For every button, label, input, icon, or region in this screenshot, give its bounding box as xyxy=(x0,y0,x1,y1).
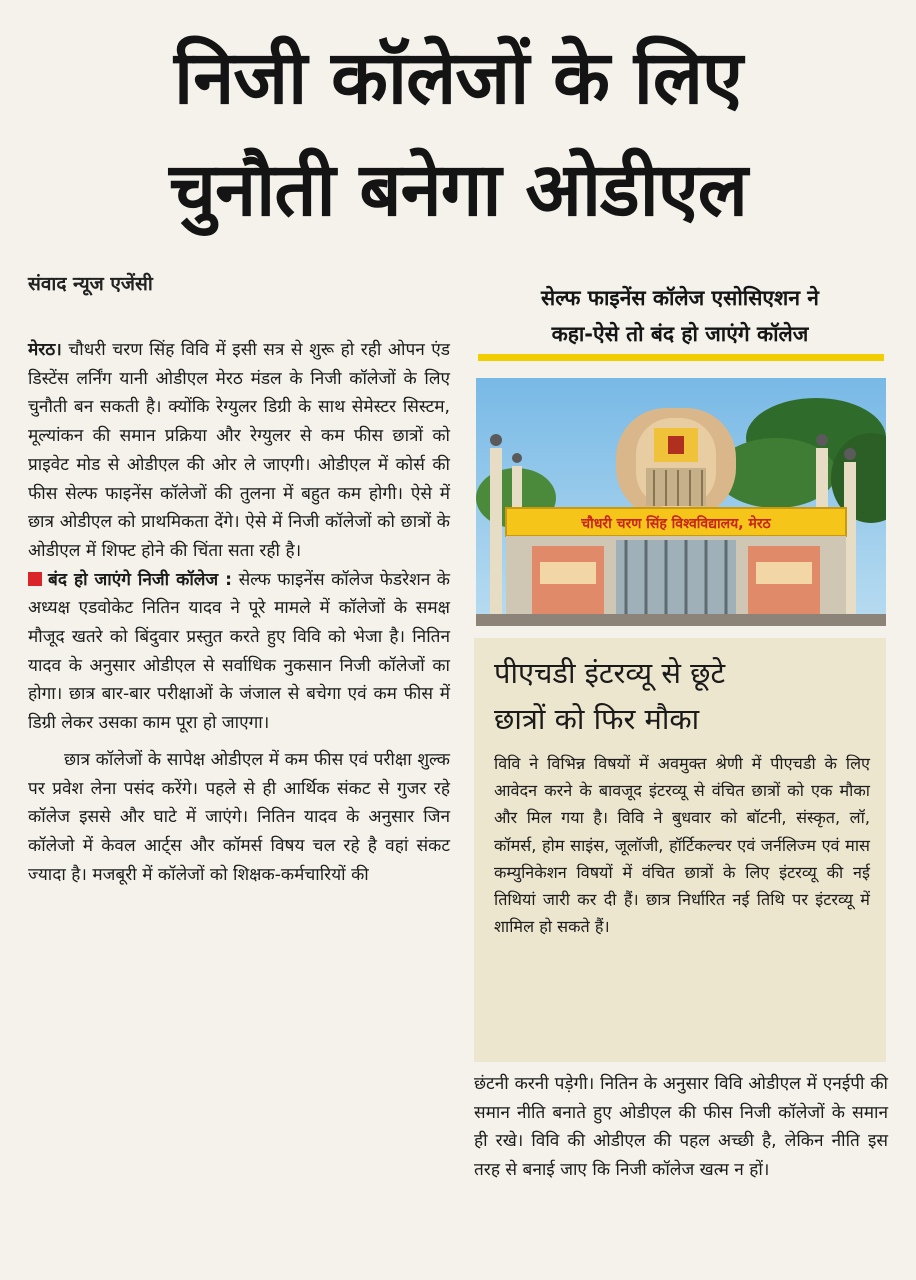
university-gate-illustration xyxy=(476,378,886,626)
byline: संवाद न्यूज एजेंसी xyxy=(28,273,153,295)
university-gate-photo xyxy=(476,378,886,626)
paragraph-2-text: सेल्फ फाइनेंस कॉलेज फेडरेशन के अध्यक्ष एडवोकेट नितिन यादव ने पूरे मामले में कॉलेजों के समक्ष मौजूद खतरे को बिंदुवार प्रस्तुत करते हुए विवि को भेजा है। नितिन यादव के अनुसार ओडीएल से सर्वाधिक नुकसान निजी कॉलेजों का होगा। छात्र बार-बार परीक्षाओं के जंजाल से बचेगा एवं कम फीस में डिग्री लेकर उसका काम पूरा हो जाएगा। xyxy=(28,569,451,734)
headline-line-1: निजी कॉलेजों के लिए xyxy=(174,35,742,121)
sidebar-headline xyxy=(474,280,886,352)
paragraph-1-text: चौधरी चरण सिंह विवि में इसी सत्र से शुरू हो रही ओपन एंड डिस्टेंस लर्निंग यानी ओडीएल मेरठ मंडल के निजी कॉलेजों के लिए चुनौती बन सकती है। क्योंकि रेग्युलर डिग्री के साथ सेमेस्टर सिस्टम, मूल्यांकन की समान प्रक्रिया और रेग्युलर से कम फीस छात्रों को प्राइवेट मोड से ओडीएल की ओर ले जाएगी। ओडीएल में कोर्स की फीस सेल्फ फाइनेंस कॉलेजों की तुलना में बहुत कम होगी। ऐसे में छात्र ओडीएल को प्राथमिकता देंगे। ऐसे में निजी कॉलेजों को छात्रों के ओडीएल में शिफ्ट होने की चिंता सता रही है। xyxy=(28,340,450,561)
sidebar-headline-line-2: कहा-ऐसे तो बंद हो जाएंगे कॉलेज xyxy=(551,322,809,346)
box-title xyxy=(494,650,874,742)
box-title-line-1: पीएचडी इंटरव्यू से छूटे xyxy=(494,656,726,690)
gate-sign-text: चौधरी चरण सिंह विश्वविद्यालय, मेरठ xyxy=(581,516,771,532)
paragraph-1 xyxy=(28,336,450,566)
article-body-right: छंटनी करनी पड़ेगी। नितिन के अनुसार विवि ओडीएल में एनईपी की समान नीति बनाते हुए ओडीएल की फीस निजी कॉलेजों के समान ही रखे। विवि की ओडीएल की पहल अच्छी है, लेकिन नीति इस तरह से बनाई जाए कि निजी कॉलेज खत्म न हों। xyxy=(474,1074,888,1181)
subhead: बंद हो जाएंगे निजी कॉलेज : xyxy=(48,569,233,590)
box-body: विवि ने विभिन्न विषयों में अवमुक्त श्रेणी में पीएचडी के लिए आवेदन करने के बावजूद इंटरव्यू से वंचित छात्रों को एक मौका और मिल गया है। विवि ने बुधवार को बॉटनी, संस्कृत, लॉ, कॉमर्स, होम साइंस, जूलॉजी, हॉर्टिकल्चर एवं जर्नलिज्म एवं मास कम्युनिकेशन विषयों में वंचित छात्रों के लिए इंटरव्यू की नई तिथियां जारी कर दी हैं। छात्र निर्धारित नई तिथि पर इंटरव्यू में शामिल हो सकते हैं। xyxy=(494,754,870,937)
article-body-left xyxy=(28,336,450,889)
headline-line-2: चुनौती बनेगा ओडीएल xyxy=(169,147,747,233)
phd-interview-box xyxy=(474,638,886,1062)
dateline: मेरठ। xyxy=(28,340,62,360)
box-title-line-2: छात्रों को फिर मौका xyxy=(494,702,700,736)
paragraph-2 xyxy=(28,566,450,738)
red-square-icon xyxy=(28,572,42,586)
paragraph-3: छात्र कॉलेजों के सापेक्ष ओडीएल में कम फीस एवं परीक्षा शुल्क पर प्रवेश लेना पसंद करेंगे। पहले से ही आर्थिक संकट से गुजर रहे कॉलेज इससे और घाटे में जाएंगे। नितिन यादव के अनुसार जिन कॉलेजो में केवल आर्ट्स और कॉमर्स विषय चल रहे है वहां संकट ज्यादा है। मजबूरी में कॉलेजों को शिक्षक-कर्मचारियों की xyxy=(28,749,450,885)
headline xyxy=(30,22,886,246)
sidebar-headline-line-1: सेल्फ फाइनेंस कॉलेज एसोसिएशन ने xyxy=(541,286,819,310)
yellow-rule xyxy=(478,354,884,361)
